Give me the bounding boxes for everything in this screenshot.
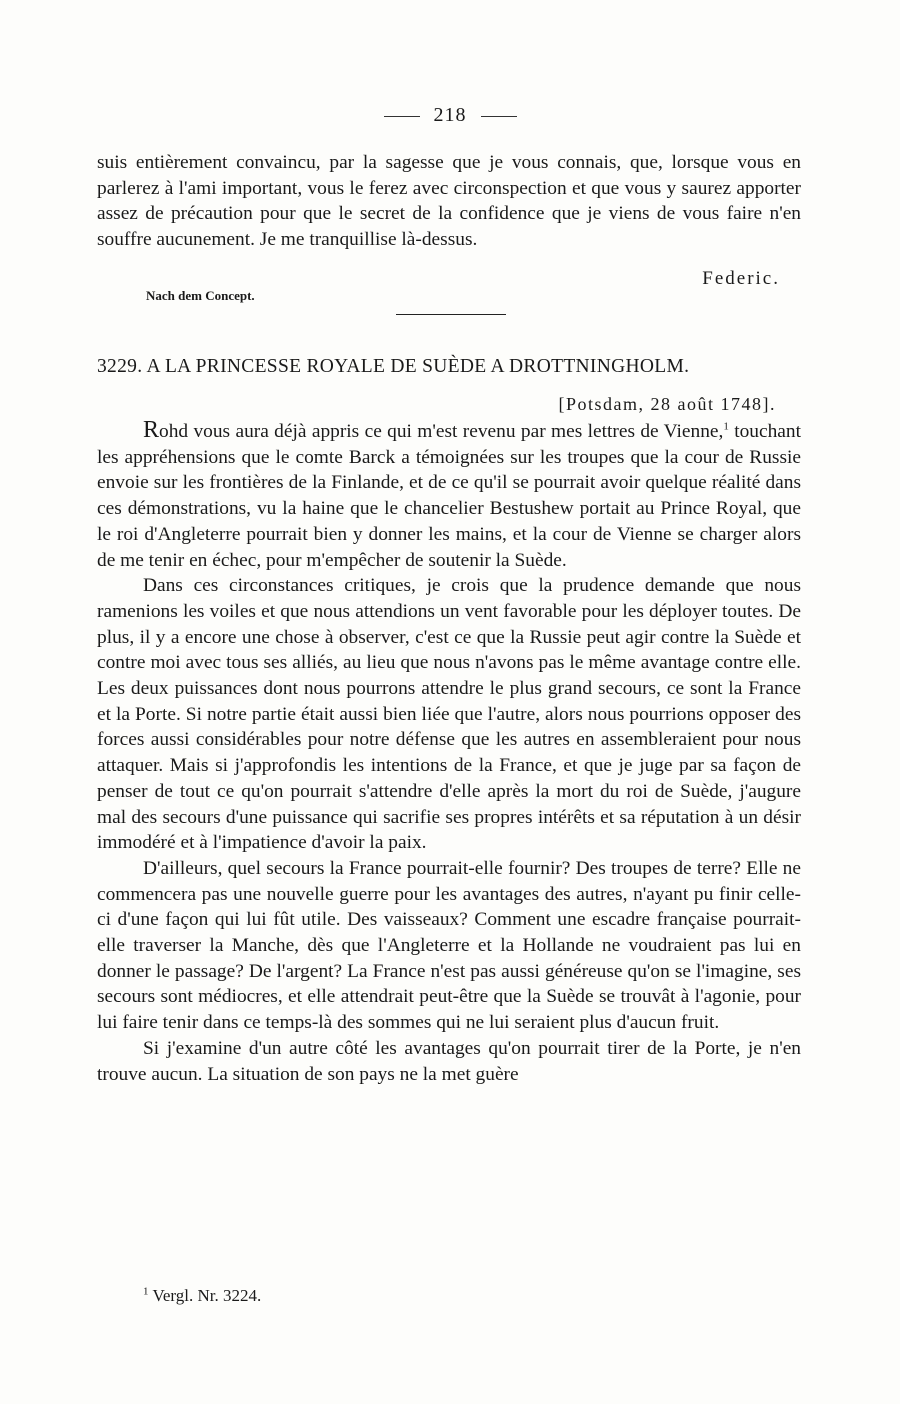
header-dash-left [384,116,420,117]
header-dash-right [481,116,517,117]
paragraph-1 [97,418,801,573]
paragraph-1-part-a: ohd vous aura déjà appris ce qui m'est revenu par mes lettres de Vienne, [159,421,724,442]
source-note: Nach dem Concept. [146,288,255,303]
footnote-reference: 1 [723,420,729,433]
paragraph-3: D'ailleurs, quel secours la France pourrait-elle fournir? Des troupes de terre? Elle ne commencera pas une nouvelle guerre pour les avantages des autres, n'ayant pu finir celle-ci d'une façon qui lui fût utile. Des vaisseaux? Comment une escadre française pourrait-elle traverser la Manche, dès que l'Angleterre et la Hollande ne voudraient pas lui en donner le passage? De l'argent? La France n'est pas aussi généreuse qu'on se l'imagine, ses secours sont médiocres, et elle attendrait peut-être que la Suède se trouvât à l'agonie, pour lui faire tenir dans ce temps-là des sommes qui ne lui seraient plus d'aucun fruit. [97,857,801,1034]
footnote-text: Vergl. Nr. 3224. [148,1286,262,1305]
top-paragraph: suis entièrement convaincu, par la sagesse que je vous connais, que, lorsque vous en parlerez à l'ami important, vous le ferez avec circonspection et que vous y saurez apporter assez de précaution pour que le secret de la confidence que je viens de vous faire n'en souffre aucunement. Je me tranquillise là-dessus. [97,152,801,251]
page-number: 218 [433,104,467,126]
letter-body [97,418,801,1087]
footnote-marker: 1 [143,1285,149,1298]
footnote [143,1286,261,1306]
drop-cap: R [143,417,160,443]
letter-title: 3229. A LA PRINCESSE ROYALE DE SUÈDE A DROTTNINGHOLM. [97,356,690,377]
previous-letter-ending [97,150,801,253]
section-divider [396,314,506,315]
paragraph-4: Si j'examine d'un autre côté les avantages qu'on pourrait tirer de la Porte, je n'en trouve aucun. La situation de son pays ne la met guère [97,1037,801,1085]
signature: Federic. [702,268,780,289]
paragraph-1-part-b: touchant les appréhensions que le comte Barck a témoignées sur les troupes que la cour de Russie envoie sur les frontières de la Finlande, et de ce qu'il se pourrait avoir quelque réalité dans ces démonstrations, vu la haine que le chancelier Bestushew portait au Prince Royal, que le roi d'Angleterre pourrait bien y donner les mains, et la cour de Vienne se charger alors de me tenir en échec, pour m'empêcher de soutenir la Suède. [97,421,801,571]
letter-dateline: [Potsdam, 28 août 1748]. [558,394,776,414]
paragraph-2: Dans ces circonstances critiques, je crois que la prudence demande que nous ramenions les voiles et que nous attendions un vent favorable pour les déployer toutes. De plus, il y a encore une chose à observer, c'est ce que la Russie peut agir contre la Suède et contre moi avec tous ses alliés, au lieu que nous n'avons pas le même avantage contre elle. Les deux puissances dont nous pourrons attendre le plus grand secours, ce sont la France et la Porte. Si notre partie était aussi bien liée que l'autre, alors nous pourrions opposer des forces aussi considérables pour notre défense que les autres en assembleraient pour nous attaquer. Mais si j'approfondis les intentions de la France, et que je juge par sa façon de penser de tout ce qu'on pourrait s'attendre d'elle après la mort du roi de Suède, j'augure mal des secours d'une puissance qui sacrifie ses propres intérêts et sa réputation à un désir immodéré et à l'impatience d'avoir la paix. [97,575,801,854]
page-header [0,104,900,127]
